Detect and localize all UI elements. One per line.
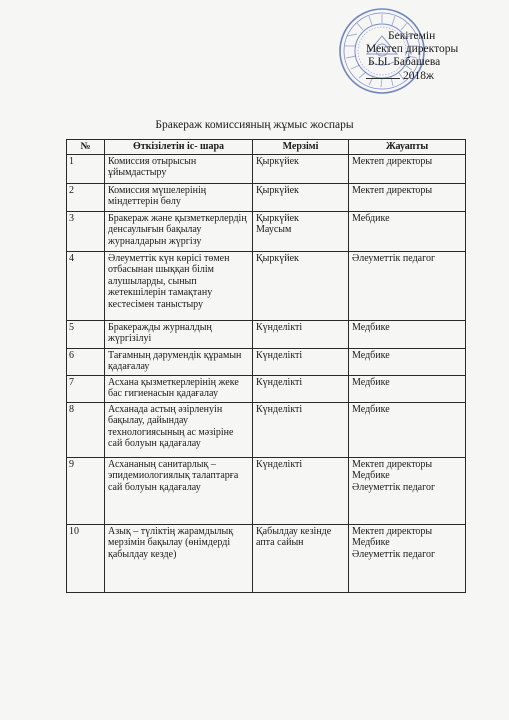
row-number: 3	[67, 211, 105, 251]
table-row	[67, 524, 466, 592]
responsible-line: Әлеуметтік педагог	[352, 481, 436, 493]
approval-year: 2018ж	[403, 70, 434, 82]
responsible-line: Медбике	[352, 537, 390, 548]
deadline-line: апта сайын	[256, 537, 304, 548]
work-plan-table	[66, 139, 466, 593]
deadline-line: Күнделікті	[256, 376, 303, 388]
deadline-cell	[253, 524, 349, 592]
responsible-cell	[349, 348, 466, 375]
responsible-line: Медбике	[352, 376, 390, 388]
table-row	[67, 183, 466, 211]
row-number: 10	[67, 524, 105, 592]
responsible-cell	[349, 457, 466, 524]
responsible-line: Мебдике	[352, 212, 390, 224]
responsible-line: Медбике	[352, 403, 390, 415]
activity-cell: Асхана қызметкерлерінің жеке бас гигиенасын қадағалау	[105, 375, 253, 402]
row-number: 8	[67, 402, 105, 457]
responsible-cell	[349, 524, 466, 592]
date-blank-line	[366, 69, 400, 79]
header-deadline: Мерзімі	[253, 140, 349, 155]
deadline-cell	[253, 211, 349, 251]
approver-position: Мектеп директоры	[366, 43, 459, 55]
table-header-row	[67, 140, 466, 155]
deadline-cell	[253, 402, 349, 457]
row-number: 7	[67, 375, 105, 402]
responsible-line: Әлеуметтік педагог	[352, 252, 436, 264]
table-body	[67, 154, 466, 592]
header-responsible: Жауапты	[349, 140, 466, 155]
responsible-cell	[349, 211, 466, 251]
deadline-cell	[253, 183, 349, 211]
deadline-line: Күнделікті	[256, 349, 303, 361]
deadline-cell	[253, 375, 349, 402]
responsible-line: Мектеп директоры	[352, 525, 433, 537]
approver-name: Б.Ы. Бабашева	[368, 56, 441, 68]
deadline-cell	[253, 320, 349, 348]
header-num: №	[67, 140, 105, 155]
deadline-line: Қыркүйек	[256, 155, 299, 167]
row-number: 6	[67, 348, 105, 375]
responsible-cell	[349, 375, 466, 402]
table-row	[67, 320, 466, 348]
row-number: 5	[67, 320, 105, 348]
row-number: 1	[67, 154, 105, 183]
activity-cell: Бракеражды журналдың жүргізілуі	[105, 320, 253, 348]
responsible-cell	[349, 154, 466, 183]
activity-cell: Комиссия мүшелерінің міндеттерін бөлу	[105, 183, 253, 211]
responsible-line: Медбике	[352, 349, 390, 361]
activity-cell: Бракераж және қызметкерлердің денсаулығын бақылау журналдарын жүргізу	[105, 211, 253, 251]
table-row	[67, 402, 466, 457]
table-row	[67, 375, 466, 402]
activity-cell: Азық – түліктің жарамдылық мерзімін бақылау (өнімдерді қабылдау кезде)	[105, 524, 253, 592]
row-number: 2	[67, 183, 105, 211]
table-row	[67, 457, 466, 524]
deadline-line: Күнделікті	[256, 458, 303, 470]
deadline-line: Қыркүйек	[256, 252, 299, 264]
approval-heading: Бекітемін	[388, 30, 436, 42]
responsible-line: Мектеп директоры	[352, 155, 433, 167]
approval-date-line	[366, 69, 458, 83]
responsible-line: Әлеуметтік педагог	[352, 548, 436, 560]
responsible-line: Медбике	[352, 470, 390, 481]
row-number: 4	[67, 251, 105, 320]
activity-cell: Тағамның дәрумендік құрамын қадағалау	[105, 348, 253, 375]
responsible-line: Медбике	[352, 321, 390, 333]
deadline-line: Қыркүйек	[256, 212, 299, 224]
table-row	[67, 211, 466, 251]
responsible-line: Мектеп директоры	[352, 184, 433, 196]
deadline-line: Күнделікті	[256, 403, 303, 415]
deadline-line: Маусым	[256, 224, 292, 235]
deadline-cell	[253, 348, 349, 375]
responsible-cell	[349, 320, 466, 348]
responsible-cell	[349, 183, 466, 211]
table-row	[67, 251, 466, 320]
document-title: Бракераж комиссияның жұмыс жоспары	[155, 119, 354, 131]
table-row	[67, 348, 466, 375]
deadline-line: Қабылдау кезінде	[256, 525, 332, 537]
approval-block	[366, 30, 458, 83]
deadline-line: Қыркүйек	[256, 184, 299, 196]
deadline-cell	[253, 251, 349, 320]
activity-cell: Асханада астың әзірленуін бақылау, дайындау технологиясының ас мәзіріне сай болуын қадағалау	[105, 402, 253, 457]
activity-cell: Асхананың санитарлық – эпидемиологиялық талаптарға сай болуын қадағалау	[105, 457, 253, 524]
row-number: 9	[67, 457, 105, 524]
table-row	[67, 154, 466, 183]
deadline-cell	[253, 154, 349, 183]
deadline-cell	[253, 457, 349, 524]
activity-cell: Әлеуметтік күн көрісі төмен отбасынан шыққан білім алушыларды, сынып жетекшілерін тамақтану кестесімен таныстыру	[105, 251, 253, 320]
responsible-cell	[349, 402, 466, 457]
responsible-line: Мектеп директоры	[352, 458, 433, 470]
responsible-cell	[349, 251, 466, 320]
deadline-line: Күнделікті	[256, 321, 303, 333]
activity-cell: Комиссия отырысын ұйымдастыру	[105, 154, 253, 183]
header-activity: Өткізілетін іс- шара	[105, 140, 253, 155]
